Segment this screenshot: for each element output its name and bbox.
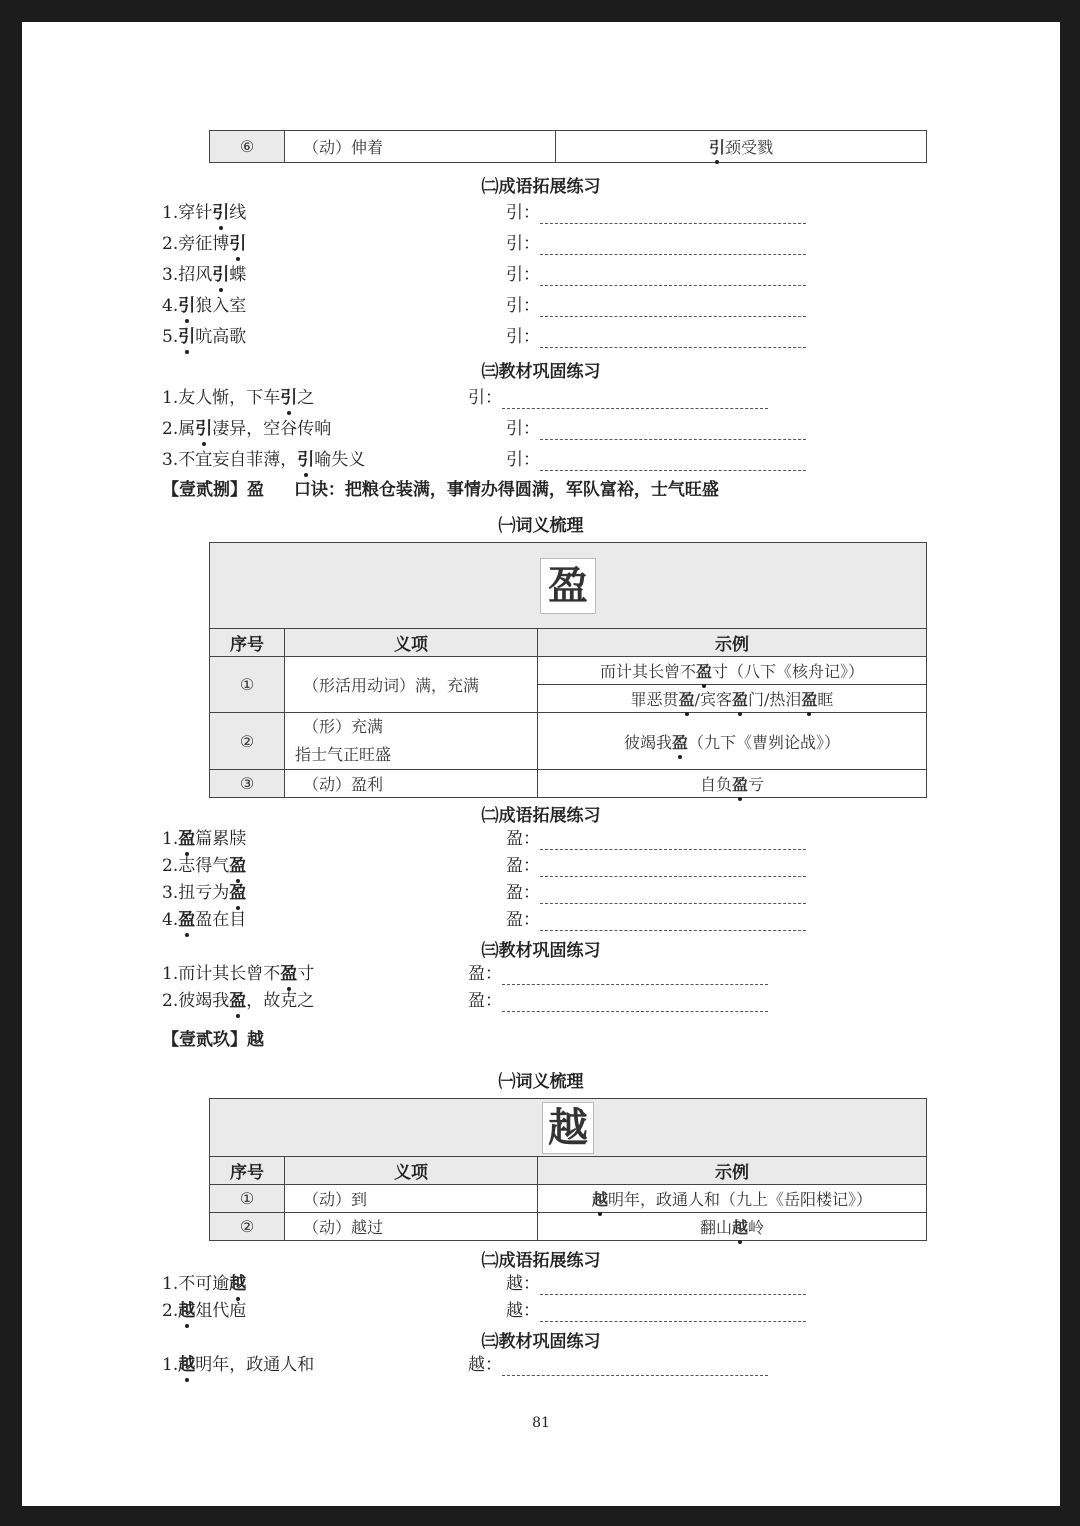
key-char: 越	[591, 1190, 608, 1209]
item-text: 2.属	[162, 419, 196, 439]
meaning-cell: （动）越过	[285, 1213, 538, 1241]
key-char: 引	[212, 203, 230, 223]
key-char: 引	[178, 327, 196, 347]
answer-field[interactable]	[468, 990, 768, 1012]
answer-blank[interactable]	[502, 993, 768, 1012]
item-text: 盈在目	[195, 910, 247, 930]
row-number: ①	[210, 1185, 285, 1213]
key-char: 盈	[678, 690, 695, 709]
ying-meaning-table	[209, 542, 927, 798]
key-char: 盈	[229, 856, 247, 876]
meaning-line: 指士气正旺盛	[295, 745, 392, 764]
answer-field[interactable]	[468, 963, 768, 985]
answer-field[interactable]	[506, 909, 806, 931]
key-char: 引	[280, 388, 298, 408]
item-text: 1.不可逾	[162, 1274, 230, 1294]
list-item	[162, 202, 246, 224]
answer-field[interactable]	[506, 295, 806, 317]
item-text: 吭高歌	[195, 327, 247, 347]
key-char: 盈	[731, 690, 748, 709]
item-text: 喻失义	[314, 450, 366, 470]
key-char: 引	[229, 234, 247, 254]
yue-meaning-table	[209, 1098, 927, 1241]
item-text: 2.彼竭我	[162, 991, 230, 1011]
meaning-line: （形）充满	[303, 717, 384, 736]
answer-label: 盈：	[468, 964, 502, 984]
answer-label: 引：	[506, 450, 540, 470]
item-text: 蝶	[229, 265, 247, 285]
list-item	[162, 963, 314, 985]
meaning-cell: （形活用动词）满，充满	[285, 657, 538, 713]
answer-label: 越：	[506, 1301, 540, 1321]
answer-label: 盈：	[468, 991, 502, 1011]
example-cell	[538, 657, 927, 685]
item-text: 明年，政通人和	[195, 1355, 315, 1375]
row-number: ⑥	[210, 131, 285, 163]
answer-label: 越：	[506, 1274, 540, 1294]
row-number: ②	[210, 713, 285, 770]
list-item	[162, 828, 246, 850]
list-item	[162, 418, 331, 440]
answer-blank[interactable]	[540, 452, 806, 471]
answer-field[interactable]	[506, 418, 806, 440]
answer-blank[interactable]	[540, 858, 806, 877]
item-text: 4.	[162, 296, 179, 316]
list-item	[162, 387, 314, 409]
item-text: 5.	[162, 327, 179, 347]
entry-title: 【壹贰玖】越	[162, 1030, 264, 1050]
answer-field[interactable]	[506, 449, 806, 471]
item-text: 1.	[162, 829, 179, 849]
example-text: 而计其长曾不	[599, 662, 696, 681]
col-header-num: 序号	[210, 1157, 285, 1185]
key-char: 盈	[280, 964, 298, 984]
col-header-num: 序号	[210, 629, 285, 657]
key-char: 越	[178, 1355, 196, 1375]
item-text: 3.不宜妄自菲薄，	[162, 450, 298, 470]
item-text: 1.	[162, 1355, 179, 1375]
example-text: 颈受戮	[725, 138, 774, 157]
list-item	[162, 264, 246, 286]
meaning-cell: （动）盈利	[285, 770, 538, 798]
key-char: 盈	[801, 690, 818, 709]
answer-label: 引：	[506, 296, 540, 316]
answer-label: 引：	[506, 265, 540, 285]
example-text: 自负	[699, 775, 732, 794]
key-char: 盈	[695, 662, 712, 681]
key-char: 引	[708, 138, 725, 157]
yin-table-row6	[209, 130, 927, 163]
answer-label: 引：	[506, 327, 540, 347]
item-text: 之	[297, 388, 315, 408]
example-cell	[538, 685, 927, 713]
key-char: 引	[195, 419, 213, 439]
answer-blank[interactable]	[540, 236, 806, 255]
list-item	[162, 909, 246, 931]
example-text: /宾客	[694, 690, 732, 709]
col-header-example: 示例	[538, 1157, 927, 1185]
key-char: 引	[212, 265, 230, 285]
section-title: ㈡成语拓展练习	[481, 1251, 601, 1271]
list-item	[162, 1300, 246, 1322]
example-cell	[538, 1185, 927, 1213]
entry-heading	[162, 1025, 264, 1050]
answer-blank[interactable]	[540, 298, 806, 317]
col-header-example: 示例	[538, 629, 927, 657]
answer-blank[interactable]	[502, 1357, 768, 1376]
answer-blank[interactable]	[540, 1303, 806, 1322]
answer-blank[interactable]	[540, 912, 806, 931]
example-text: 明年，政通人和（九上《岳阳楼记》）	[608, 1190, 873, 1209]
answer-blank[interactable]	[502, 966, 768, 985]
key-char: 越	[229, 1274, 247, 1294]
entry-heading	[162, 475, 719, 500]
key-char: 盈	[229, 991, 247, 1011]
answer-blank[interactable]	[540, 885, 806, 904]
item-text: 3.招风	[162, 265, 213, 285]
char-header-cell	[210, 1099, 927, 1157]
answer-field[interactable]	[506, 855, 806, 877]
answer-label: 盈：	[506, 883, 540, 903]
list-item	[162, 449, 365, 471]
example-cell	[556, 131, 927, 163]
section-title: ㈠词义梳理	[498, 516, 584, 536]
row-number: ①	[210, 657, 285, 713]
key-char: 盈	[671, 732, 688, 752]
key-char: 引	[178, 296, 196, 316]
answer-blank[interactable]	[540, 1276, 806, 1295]
answer-field[interactable]	[506, 202, 806, 224]
answer-field[interactable]	[506, 233, 806, 255]
headword-char: 盈	[540, 558, 596, 614]
mnemonic: 口诀：把粮仓装满，事情办得圆满，军队富裕，士气旺盛	[293, 480, 719, 500]
answer-field[interactable]	[506, 264, 806, 286]
col-header-meaning: 义项	[285, 629, 538, 657]
example-cell	[538, 770, 927, 798]
answer-label: 盈：	[506, 856, 540, 876]
meaning-cell: （动）到	[285, 1185, 538, 1213]
key-char: 盈	[178, 829, 196, 849]
item-text: 线	[229, 203, 247, 223]
col-header-meaning: 义项	[285, 1157, 538, 1185]
item-text: 4.	[162, 910, 179, 930]
example-text: 罪恶贯	[630, 690, 679, 709]
answer-label: 引：	[506, 234, 540, 254]
document-page	[22, 22, 1060, 1506]
answer-blank[interactable]	[540, 831, 806, 850]
example-text: 彼竭我	[623, 732, 672, 752]
answer-label: 盈：	[506, 910, 540, 930]
section-title: ㈡成语拓展练习	[481, 806, 601, 826]
item-text: 3.扭亏为	[162, 883, 230, 903]
answer-label: 引：	[506, 419, 540, 439]
key-char: 盈	[178, 910, 196, 930]
answer-field[interactable]	[468, 387, 768, 409]
answer-blank[interactable]	[540, 421, 806, 440]
answer-label: 引：	[468, 388, 502, 408]
key-char: 盈	[731, 775, 748, 794]
section-title: ㈡成语拓展练习	[481, 177, 601, 197]
list-item	[162, 233, 246, 255]
example-text: 岭	[748, 1218, 765, 1237]
answer-field[interactable]	[506, 828, 806, 850]
list-item	[162, 882, 246, 904]
entry-title: 【壹贰捌】盈	[162, 480, 264, 500]
example-text: 翻山	[699, 1218, 732, 1237]
section-title: ㈢教材巩固练习	[481, 362, 601, 382]
section-title: ㈢教材巩固练习	[481, 1332, 601, 1352]
list-item	[162, 1273, 246, 1295]
example-cell	[538, 1213, 927, 1241]
example-cell	[538, 713, 927, 770]
meaning-cell	[285, 713, 538, 770]
key-char: 引	[297, 450, 315, 470]
answer-field[interactable]	[506, 326, 806, 348]
example-text: 门/热泪	[748, 690, 802, 709]
answer-blank[interactable]	[502, 390, 768, 409]
list-item	[162, 990, 314, 1012]
answer-blank[interactable]	[540, 205, 806, 224]
item-text: ，故克之	[246, 991, 315, 1011]
item-text: 凄异，空谷传响	[212, 419, 332, 439]
item-text: 篇累牍	[195, 829, 247, 849]
answer-label: 越：	[468, 1355, 502, 1375]
answer-field[interactable]	[506, 1300, 806, 1322]
key-char: 盈	[229, 883, 247, 903]
item-text: 2.志得气	[162, 856, 230, 876]
meaning-cell: （动）伸着	[285, 131, 556, 163]
headword-char: 越	[542, 1102, 594, 1154]
item-text: 1.友人惭，下车	[162, 388, 281, 408]
answer-field[interactable]	[506, 882, 806, 904]
example-text: 亏	[748, 775, 765, 794]
answer-label: 引：	[506, 203, 540, 223]
example-text: 眶	[817, 690, 834, 709]
key-char: 越	[178, 1301, 196, 1321]
answer-field[interactable]	[506, 1273, 806, 1295]
section-title: ㈢教材巩固练习	[481, 941, 601, 961]
key-char: 越	[731, 1218, 748, 1237]
item-text: 狼入室	[195, 296, 247, 316]
answer-blank[interactable]	[540, 267, 806, 286]
example-text: 寸（八下《核舟记》）	[712, 662, 865, 681]
item-text: 2.旁征博	[162, 234, 230, 254]
item-text: 俎代庖	[195, 1301, 247, 1321]
list-item	[162, 326, 246, 348]
item-text: 1.而计其长曾不	[162, 964, 281, 984]
section-title: ㈠词义梳理	[498, 1072, 584, 1092]
item-text: 2.	[162, 1301, 179, 1321]
row-number: ③	[210, 770, 285, 798]
answer-blank[interactable]	[540, 329, 806, 348]
example-text: （九下《曹刿论战》）	[688, 732, 841, 752]
item-text: 1.穿针	[162, 203, 213, 223]
answer-label: 盈：	[506, 829, 540, 849]
page-number: 81	[532, 1415, 550, 1431]
item-text: 寸	[297, 964, 315, 984]
answer-field[interactable]	[468, 1354, 768, 1376]
char-header-cell	[210, 543, 927, 629]
list-item	[162, 1354, 314, 1376]
row-number: ②	[210, 1213, 285, 1241]
list-item	[162, 295, 246, 317]
list-item	[162, 855, 246, 877]
